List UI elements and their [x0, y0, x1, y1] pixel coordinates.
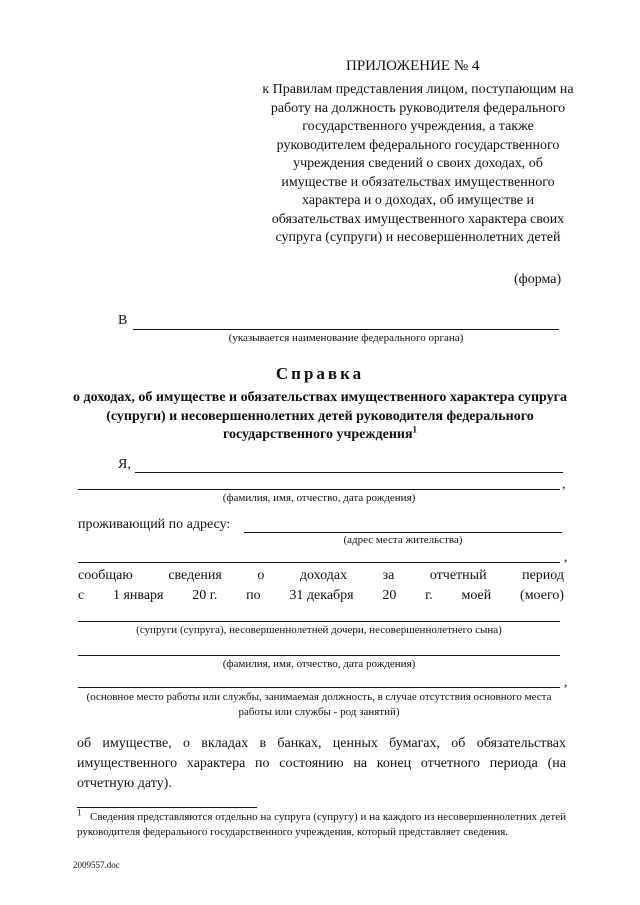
footnote-text: Сведения представляются отдельно на супруга (супругу) и на каждого из несовершеннолетних детей руководителя федерального государственного учреждения, который представляет сведения.: [77, 811, 567, 838]
address-line-2[interactable]: [78, 562, 560, 563]
report-word: период: [522, 568, 564, 583]
addressee-prefix: В: [118, 313, 128, 328]
work-comma: ,: [564, 675, 568, 690]
period-word: 1 января: [112, 588, 164, 603]
address-line-1[interactable]: [244, 532, 562, 533]
body-paragraph: об имуществе, о вкладах в банках, ценных бумагах, об обязательствах имущественного характера по состоянию на конец отчетного периода (на отчетную дату).: [77, 736, 566, 791]
addressee-hint: (указывается наименование федерального органа): [228, 332, 464, 344]
document-subtitle: [60, 389, 580, 445]
doc-filename: 2009557.doc: [73, 860, 120, 870]
document-title: Справка: [275, 364, 365, 383]
report-word: сообщаю: [78, 568, 133, 583]
form-label: (форма): [514, 272, 562, 287]
report-row: [78, 568, 564, 584]
name-line-2[interactable]: [78, 489, 560, 490]
name-comma: ,: [562, 477, 566, 492]
name-line-1[interactable]: [135, 472, 563, 473]
period-word: 20: [382, 588, 397, 603]
subtitle-text: о доходах, об имуществе и обязательствах имущественного характера супруга (супруги) и несовершеннолетних детей руководителя федерального государственного учреждения: [72, 390, 568, 442]
relative-line[interactable]: [78, 621, 560, 622]
subtitle-footnote-mark: 1: [412, 424, 418, 435]
period-word: (моего): [520, 588, 564, 603]
work-line[interactable]: [78, 687, 560, 688]
period-word: 31 декабря: [289, 588, 354, 603]
work-hint: (основное место работы или службы, занимаемая должность, в случае отсутствия основного места работы или службы - род занятий): [86, 691, 552, 718]
addressee-line[interactable]: [133, 329, 559, 330]
report-word: о: [257, 568, 265, 583]
relative-hint: (супруги (супруга), несовершеннолетней дочери, несовершеннолетнего сына): [136, 624, 502, 636]
address-label: проживающий по адресу:: [78, 517, 231, 532]
name-hint: (фамилия, имя, отчество, дата рождения): [222, 492, 416, 504]
period-row: [78, 588, 564, 604]
period-word: 20 г.: [192, 588, 218, 603]
period-word: моей: [461, 588, 492, 603]
footnote-separator: [77, 807, 257, 808]
relative-name-line[interactable]: [78, 655, 560, 656]
period-word: по: [246, 588, 261, 603]
appendix-text: к Правилам представления лицом, поступающим на работу на должность руководителя федерального государственного учреждения, а также руководителем федерального государственного учреждения сведений о своих доходах, об имуществе и обязательствах имущественного характера и о доходах, об имуществе и обязательствах имущественного характера своих супруга (супруги) и несовершеннолетних детей: [262, 82, 574, 245]
period-word: г.: [425, 588, 433, 603]
appendix-title: ПРИЛОЖЕНИЕ № 4: [346, 58, 480, 74]
period-word: с: [78, 588, 85, 603]
report-word: отчетный: [429, 568, 487, 583]
address-comma: ,: [564, 550, 568, 565]
footnote: [77, 807, 567, 840]
i-prefix: Я,: [118, 457, 131, 472]
address-hint: (адрес места жительства): [343, 534, 463, 546]
report-word: доходах: [299, 568, 348, 583]
footnote-mark: 1: [77, 807, 82, 818]
relative-name-hint: (фамилия, имя, отчество, дата рождения): [222, 658, 416, 670]
report-word: сведения: [168, 568, 222, 583]
report-word: за: [382, 568, 395, 583]
